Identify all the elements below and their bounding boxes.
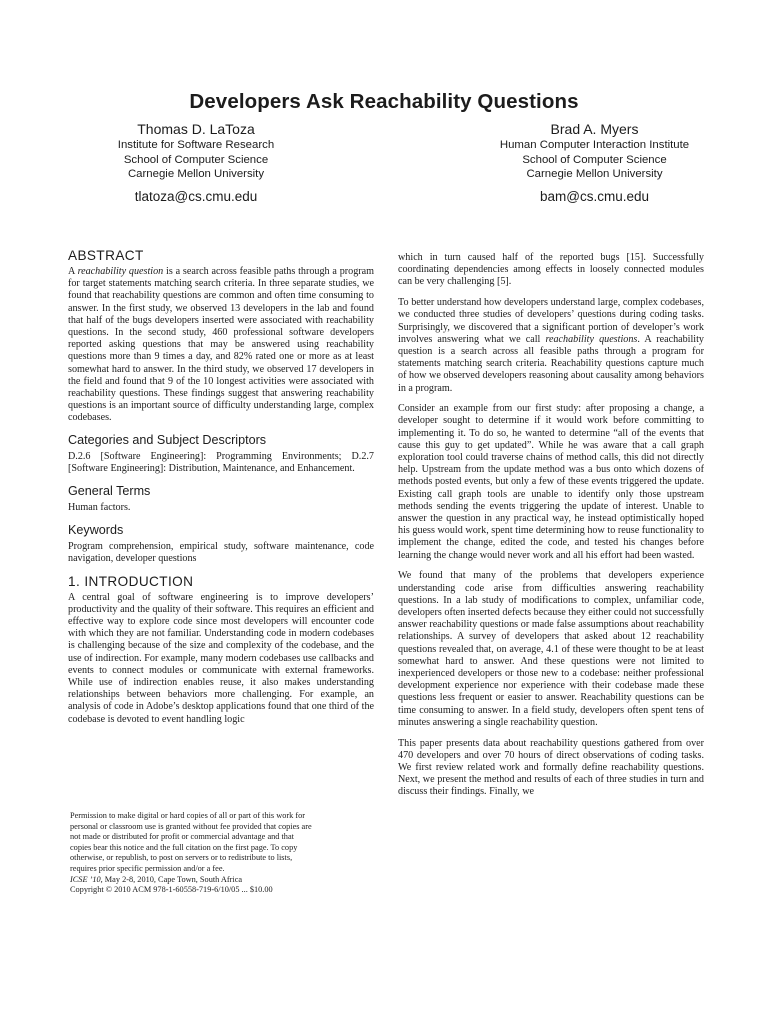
body-paragraph: which in turn caused half of the reported bugs [15]. Successfully coordinating dependencies among effects in loosely connected modules can be very challenging [5]. — [398, 252, 704, 288]
right-column — [398, 252, 704, 807]
author-affiliation-line: School of Computer Science — [123, 153, 269, 166]
permission-line: otherwise, or republish, to post on servers or to redistribute to lists, — [70, 853, 293, 863]
permission-line: not made or distributed for profit or commercial advantage and that — [70, 832, 294, 842]
body-paragraph: This paper presents data about reachability questions gathered from over 470 developers and over 70 hours of direct observations of coding tasks. We first review related work and formally define reachability questions. Next, we present the method and results of each of three studies in turn and discuss their findings. Finally, we — [398, 737, 704, 798]
author-affiliation-line: Institute for Software Research — [117, 139, 275, 151]
permission-line: Permission to make digital or hard copies of all or part of this work for — [70, 811, 306, 820]
author-email: tlatoza@cs.cmu.edu — [134, 188, 258, 204]
venue-line — [70, 875, 372, 886]
venue-name: ICSE ’10 — [70, 874, 101, 884]
permission-line: personal or classroom use is granted without fee provided that copies are — [70, 821, 312, 831]
abstract-heading: ABSTRACT — [68, 248, 144, 263]
author-email: bam@cs.cmu.edu — [540, 188, 649, 204]
abstract-term: reachability question — [77, 266, 164, 277]
abstract-body: is a search across feasible paths through a program for target statements matching search criteria. In three separate studies, we found that reachability questions are common and often time consuming to answer. In the first study, we observed 13 developers in the lab and found that half of the bugs developers inserted were associated with reachability questions. In the second study, 460 professional software developers reported asking questions that may be answered using reachability questions more than 9 times a day, and 82% rated one or more as at least somewhat hard to answer. In the third study, we observed 17 developers in the field and found that 9 of the 10 longest activities were associated with reachability questions. These findings suggest that answering reachability questions is an important source of difficulty understanding large, complex codebases. — [68, 266, 374, 424]
author-affiliation-line: Carnegie Mellon University — [127, 168, 265, 180]
author-block-myers — [457, 121, 732, 205]
author-affiliation-line: Human Computer Interaction Institute — [499, 139, 690, 151]
permission-line: requires prior specific permission and/or a fee. — [70, 863, 225, 873]
author-name: Brad A. Myers — [550, 121, 639, 137]
general-terms-heading: General Terms — [68, 484, 151, 499]
author-block-latoza — [60, 121, 332, 205]
keywords-text: Program comprehension, empirical study, software maintenance, code navigation, developer questions — [68, 540, 374, 564]
body-text: To better understand how developers understand large, complex codebases, we conducted three studies of developers’ questions during coding tasks. Surprisingly, we discovered that a significant portion of developer’s work involves answering what we call — [398, 297, 704, 345]
keywords-heading: Keywords — [68, 522, 124, 537]
body-text: . A reachability question is a search across all feasible paths through a program for statements matching search criteria. Reachability questions capture much of how we observed developers reasoning about causality among behaviors in a program. — [398, 333, 704, 394]
copyright-line: Copyright © 2010 ACM 978-1-60558-719-6/10/05 ... $10.00 — [70, 885, 273, 895]
paper-title: Developers Ask Reachability Questions — [189, 90, 579, 113]
abstract-lead: A — [68, 266, 78, 277]
body-paragraph — [398, 297, 704, 395]
categories-text: D.2.6 [Software Engineering]: Programming Environments; D.2.7 [Software Engineering]: Distribution, Maintenance, and Enhancement. — [68, 451, 374, 475]
body-paragraph: We found that many of the problems that developers experience understanding code arise from difficulties answering reachability questions. In a lab study of modifications to complex, unfamiliar code, developers often inserted defects because they either could not successfully answer reachability questions or made false assumptions about reachability relationships. A survey of developers that asked about 12 reachability questions revealed that, on average, 4.1 of these were thought to be at least somewhat hard to answer. And these questions were not limited to inexperienced developers or those new to a codebase: neither professional development experience nor experience with their codebase made these questions less frequent or easier to answer. Reachability questions can be time consuming to answer. In a field study, developers often spent tens of minutes answering a single reachability question. — [398, 570, 704, 728]
categories-heading: Categories and Subject Descriptors — [68, 433, 267, 448]
general-terms-text: Human factors. — [68, 502, 131, 514]
body-paragraph: Consider an example from our first study: after proposing a change, a developer sought to determine if it would work before committing to implementing it. To do so, he wanted to determine “all of the events that cause this guy to get updated”. While he was aware that a call graph exploration tool could traverse chains of method calls, this did not directly help. Upstream from the update method was a bus onto which dozens of methods posted events, but only a few of these events triggered the update. Existing call graph tools are unable to identify only those upstream methods sending the events triggering the update of interest. Unable to answer the question in any practical way, he instead optimistically hoped his guess would work, spent time determining how to reuse functionality to implement the change, edited the code, and tested his changes before learning the change would never work and all his effort had been wasted. — [398, 403, 704, 561]
copyright-notice — [70, 811, 372, 896]
introduction-heading: 1. INTRODUCTION — [68, 573, 194, 589]
venue-details: , May 2-8, 2010, Cape Town, South Africa — [100, 874, 243, 884]
author-affiliation-line: Carnegie Mellon University — [526, 168, 663, 180]
abstract-paragraph — [68, 266, 374, 425]
left-column — [68, 248, 374, 734]
author-affiliation-line: School of Computer Science — [522, 153, 667, 166]
introduction-paragraph: A central goal of software engineering is to improve developers’ productivity and the quality of their software. This requires an efficient and effective way to explore code since most developers will encounter code with which they are not familiar. Understanding code in modern codebases is challenging because of the size and complexity of the codebase, and the use of indirection. For example, many modern codebases use callbacks and events to connect modules or communicate with external frameworks. While use of indirection enables reuse, it also makes understanding relationships between behaviors more challenging. For example, an analysis of code in Adobe’s desktop applications found that one third of the codebase is devoted to event handling logic — [68, 591, 374, 725]
permission-line: copies bear this notice and the full citation on the first page. To copy — [70, 842, 298, 852]
body-term: reachability questions — [545, 333, 638, 345]
author-name: Thomas D. LaToza — [137, 121, 255, 137]
